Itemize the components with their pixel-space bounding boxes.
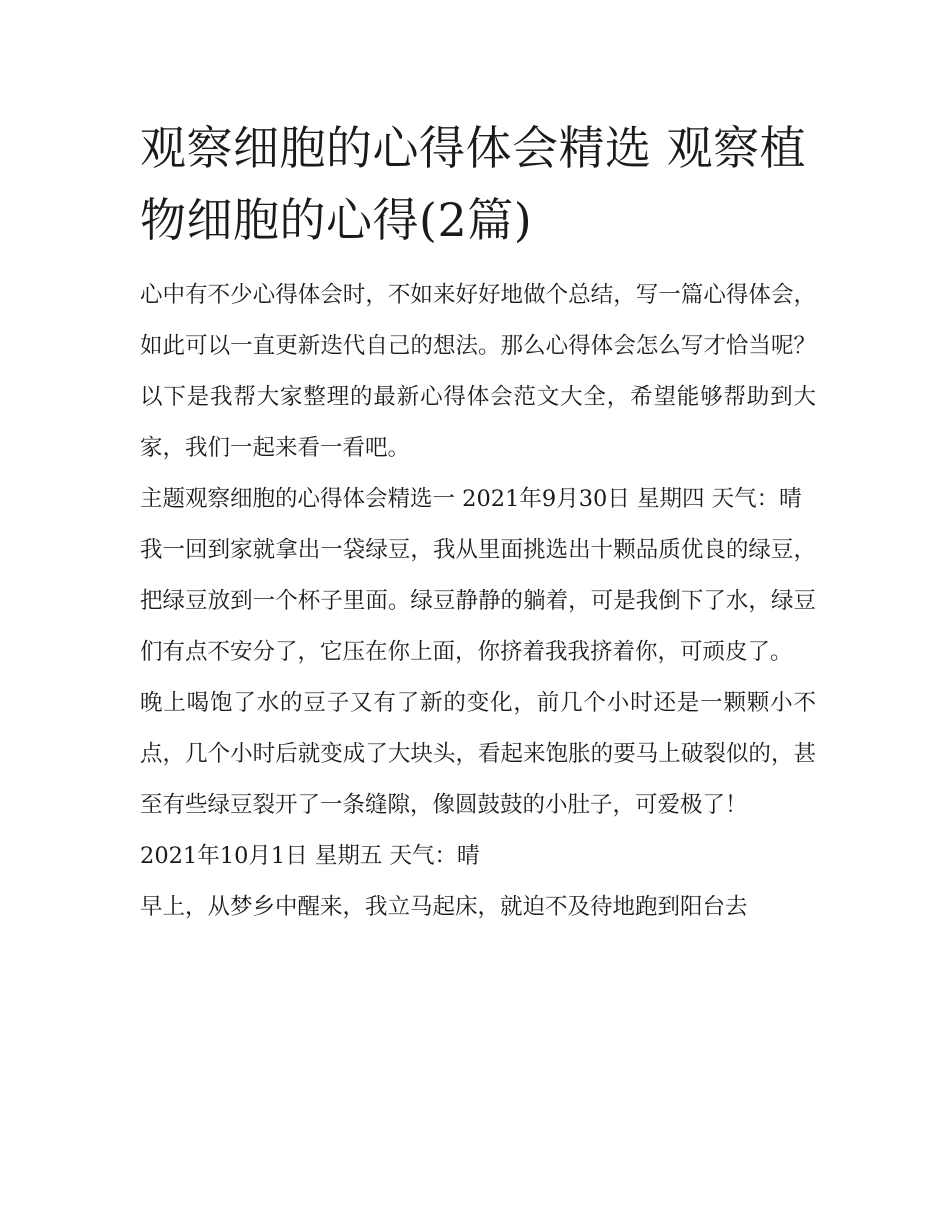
diary-date-line: 2021年10月1日 星期五 天气：晴 — [140, 843, 480, 869]
body-paragraph: 晚上喝饱了水的豆子又有了新的变化，前几个小时还是一颗颗小不点，几个小时后就变成了大块头，看起来饱胀的要马上破裂似的，甚至有些绿豆裂开了一条缝隙，像圆鼓鼓的小肚子，可爱极了！ — [140, 690, 816, 818]
intro-paragraph: 心中有不少心得体会时，不如来好好地做个总结，写一篇心得体会，如此可以一直更新迭代自己的想法。那么心得体会怎么写才恰当呢？以下是我帮大家整理的最新心得体会范文大全，希望能够帮助到大家，我们一起来看一看吧。 — [140, 282, 816, 461]
body-paragraph: 早上，从梦乡中醒来，我立马起床，就迫不及待地跑到阳台去 — [140, 894, 748, 920]
body-paragraph: 我一回到家就拿出一袋绿豆，我从里面挑选出十颗品质优良的绿豆，把绿豆放到一个杯子里面。绿豆静静的躺着，可是我倒下了水，绿豆们有点不安分了，它压在你上面，你挤着我我挤着你，可顽皮了。 — [140, 537, 816, 665]
document-title: 观察细胞的心得体会精选 观察植物细胞的心得(2篇) — [140, 121, 807, 247]
document-page — [140, 112, 816, 933]
diary-entry-heading: 主题观察细胞的心得体会精选一 2021年9月30日 星期四 天气：晴 — [140, 486, 802, 512]
